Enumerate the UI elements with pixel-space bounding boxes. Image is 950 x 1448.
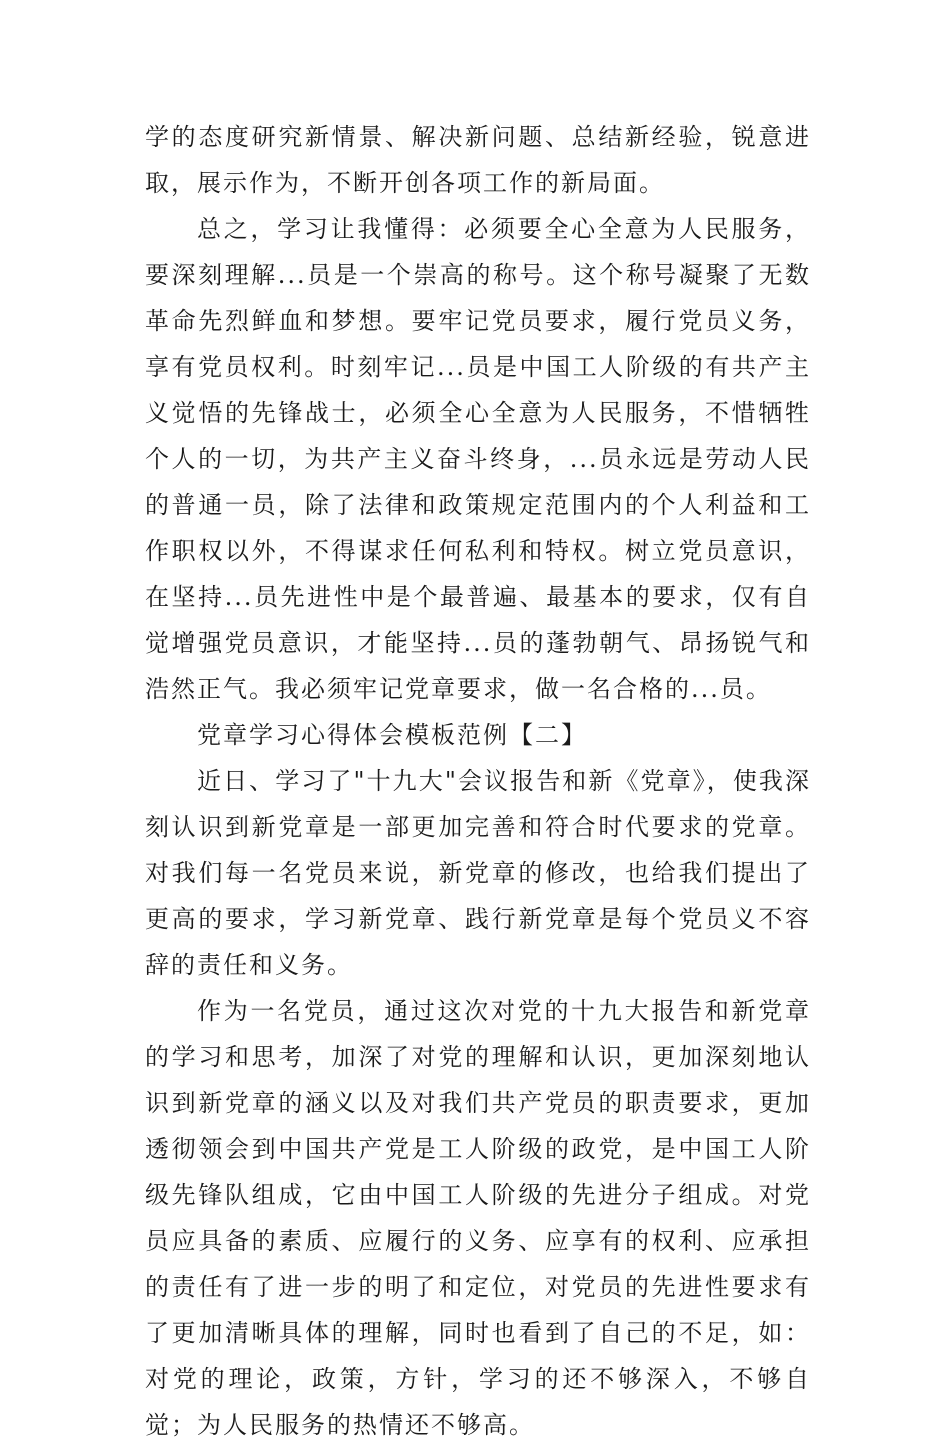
document-body (145, 114, 811, 1448)
paragraph-summary: 总之，学习让我懂得：必须要全心全意为人民服务，要深刻理解...员是一个崇高的称号。这个称号凝聚了无数革命先烈鲜血和梦想。要牢记党员要求，履行党员义务，享有党员权利。时刻牢记...员是中国工人阶级的有共产主义觉悟的先锋战士，必须全心全意为人民服务，不惜牺牲个人的一切，为共产主义奋斗终身，...员永远是劳动人民的普通一员，除了法律和政策规定范围内的个人利益和工作职权以外，不得谋求任何私利和特权。树立党员意识，在坚持...员先进性中是个最普遍、最基本的要求，仅有自觉增强党员意识，才能坚持...员的蓬勃朝气、昂扬锐气和浩然正气。我必须牢记党章要求，做一名合格的...员。 (145, 215, 811, 703)
section-heading: 党章学习心得体会模板范例【二】 (197, 721, 587, 749)
paragraph-reflection: 作为一名党员，通过这次对党的十九大报告和新党章的学习和思考，加深了对党的理解和认识，更加深刻地认识到新党章的涵义以及对我们共产党员的职责要求，更加透彻领会到中国共产党是工人阶级的政党，是中国工人阶级先锋队组成，它由中国工人阶级的先进分子组成。对党员应具备的素质、应履行的义务、应享有的权利、应承担的责任有了进一步的明了和定位，对党员的先进性要求有了更加清晰具体的理解，同时也看到了自己的不足，如：对党的理论，政策，方针，学习的还不够深入，不够自觉；为人民服务的热情还不够高。 (145, 997, 811, 1439)
paragraph-intro: 近日、学习了"十九大"会议报告和新《党章》，使我深刻认识到新党章是一部更加完善和符合时代要求的党章。对我们每一名党员来说，新党章的修改，也给我们提出了更高的要求，学习新党章、践行新党章是每个党员义不容辞的责任和义务。 (145, 767, 811, 979)
paragraph-continuation: 学的态度研究新情景、解决新问题、总结新经验，锐意进取，展示作为，不断开创各项工作的新局面。 (145, 123, 811, 197)
